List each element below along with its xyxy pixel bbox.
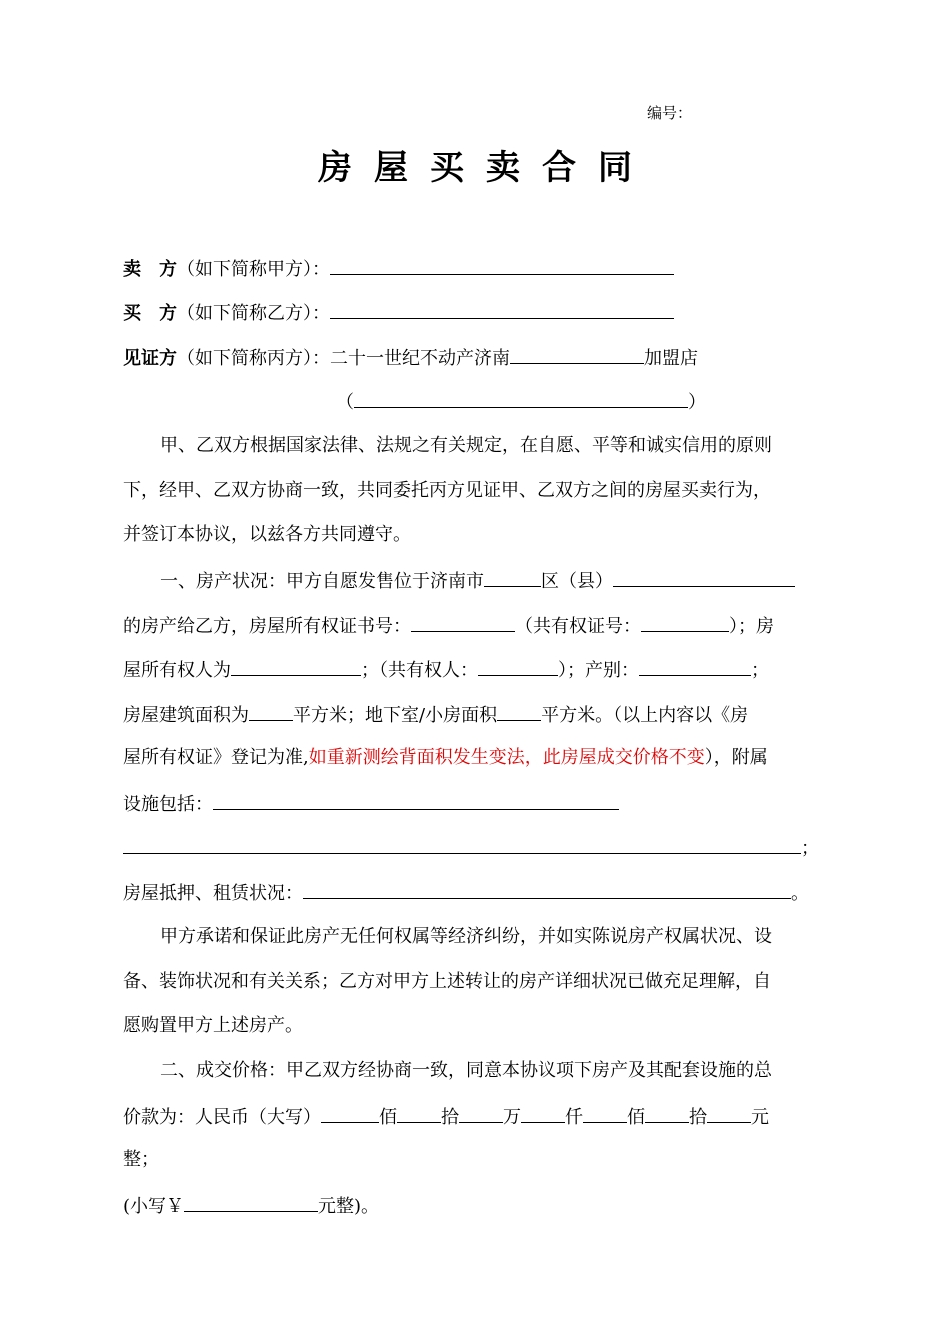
witness-branch-blank: [510, 345, 644, 364]
price-blank: [583, 1104, 627, 1123]
co-owner-blank: [478, 657, 558, 676]
buyer-note: （如下简称乙方）：: [177, 303, 330, 324]
owner-blank: [231, 657, 361, 676]
section1-line-4: [123, 702, 748, 728]
section1-text: ；（共有权人：: [361, 660, 478, 681]
price-blank: [397, 1104, 441, 1123]
unit-label: 佰: [379, 1107, 397, 1128]
warranty-line-2: 备、装饰状况和有关关系；乙方对甲方上述转让的房产详细状况已做充足理解，自: [123, 971, 771, 992]
district-blank: [484, 568, 541, 587]
buyer-line: [123, 300, 674, 326]
buyer-blank: [330, 300, 674, 319]
section2-line-1: 二、成交价格：甲乙双方经协商一致，同意本协议项下房产及其配套设施的总: [160, 1060, 772, 1081]
intro-line-3: 并签订本协议，以兹各方共同遵守。: [123, 524, 411, 545]
document-title: 房屋买卖合同: [318, 148, 654, 188]
mortgage-lease-blank: [303, 880, 791, 899]
price-blank: [645, 1104, 689, 1123]
intro-line-1: 甲、乙双方根据国家法律、法规之有关规定，在自愿、平等和诚实信用的原则: [160, 435, 772, 456]
price-blank: [707, 1104, 751, 1123]
address-blank: [613, 568, 795, 587]
price-blank: [459, 1104, 503, 1123]
basement-area-blank: [497, 702, 541, 721]
unit-label: 仟: [565, 1107, 583, 1128]
section2-line-2: [123, 1104, 769, 1130]
section1-text: 房屋建筑面积为: [123, 705, 249, 726]
section1-text: ；: [801, 838, 819, 859]
unit-label: 拾: [441, 1107, 459, 1128]
witness-note: （如下简称丙方）：二十一世纪不动产济南: [177, 348, 510, 369]
section2-line-4: [123, 1193, 379, 1219]
property-type-blank: [639, 657, 751, 676]
witness-suffix: 加盟店: [644, 348, 698, 369]
seller-note: （如下简称甲方）：: [177, 259, 330, 280]
paren-close: ）: [688, 392, 706, 413]
section1-text: 设施包括：: [123, 794, 213, 815]
witness-label: 见证方: [123, 348, 177, 369]
warranty-line-1: 甲方承诺和保证此房产无任何权属等经济纠纷，并如实陈说房产权属状况、设: [160, 926, 772, 947]
witness-line: [123, 345, 698, 371]
seller-blank: [330, 256, 674, 275]
section1-text: 平方米。（以上内容以《房: [541, 705, 749, 726]
seller-label: 卖 方: [123, 259, 177, 280]
section1-line-1: [160, 568, 795, 594]
unit-label: 佰: [627, 1107, 645, 1128]
seller-line: [123, 256, 674, 282]
section2-text: 价款为：人民币（大写）: [123, 1107, 321, 1128]
facilities-blank: [213, 791, 619, 810]
section1-text: ；: [751, 660, 769, 681]
section2-text: (小写￥: [123, 1196, 185, 1217]
unit-label: 拾: [689, 1107, 707, 1128]
paren-open: （: [336, 392, 354, 413]
section1-text: （共有权证号：: [515, 616, 641, 637]
section1-line-5: [123, 746, 768, 770]
floor-area-blank: [249, 702, 293, 721]
witness-address-line: [336, 389, 706, 415]
section1-text: 平方米；地下室/小房面积: [293, 705, 498, 726]
price-blank: [321, 1104, 379, 1123]
price-numeric-blank: [184, 1193, 318, 1212]
section1-line-7: [123, 835, 819, 861]
buyer-label: 买 方: [123, 303, 177, 324]
certificate-number-blank: [411, 613, 515, 632]
co-ownership-cert-blank: [641, 613, 729, 632]
facilities-blank-continued: [123, 835, 801, 854]
unit-label: 元: [751, 1107, 769, 1128]
intro-line-2: 下，经甲、乙双方协商一致，共同委托丙方见证甲、乙双方之间的房屋买卖行为，: [123, 480, 771, 501]
section1-text: 区（县）: [541, 571, 613, 592]
section1-text: ），附属: [704, 747, 768, 768]
price-blank: [521, 1104, 565, 1123]
section1-text: 屋所有权人为: [123, 660, 231, 681]
warranty-line-3: 愿购置甲方上述房产。: [123, 1015, 303, 1036]
price-unchanged-note: 如重新测绘背面积发生变法，此房屋成交价格不变: [308, 747, 705, 768]
witness-address-blank: [354, 389, 688, 408]
serial-number-label: 编号：: [647, 104, 693, 122]
section1-text: 屋所有权证》登记为准,: [123, 747, 309, 768]
section1-text: ）；房: [729, 616, 774, 637]
section1-text: ）；产别：: [558, 660, 639, 681]
section1-line-8: [123, 880, 809, 906]
section1-text: 的房产给乙方，房屋所有权证书号：: [123, 616, 411, 637]
section2-line-3: 整；: [123, 1149, 159, 1170]
section2-text: 元整)。: [318, 1196, 380, 1217]
section1-text: 一、房产状况：甲方自愿发售位于济南市: [160, 571, 484, 592]
section1-text: 房屋抵押、租赁状况：: [123, 883, 303, 904]
section1-line-2: [123, 613, 774, 639]
section1-line-6: [123, 791, 619, 817]
unit-label: 万: [503, 1107, 521, 1128]
section1-line-3: [123, 657, 769, 683]
section1-text: 。: [791, 883, 809, 904]
